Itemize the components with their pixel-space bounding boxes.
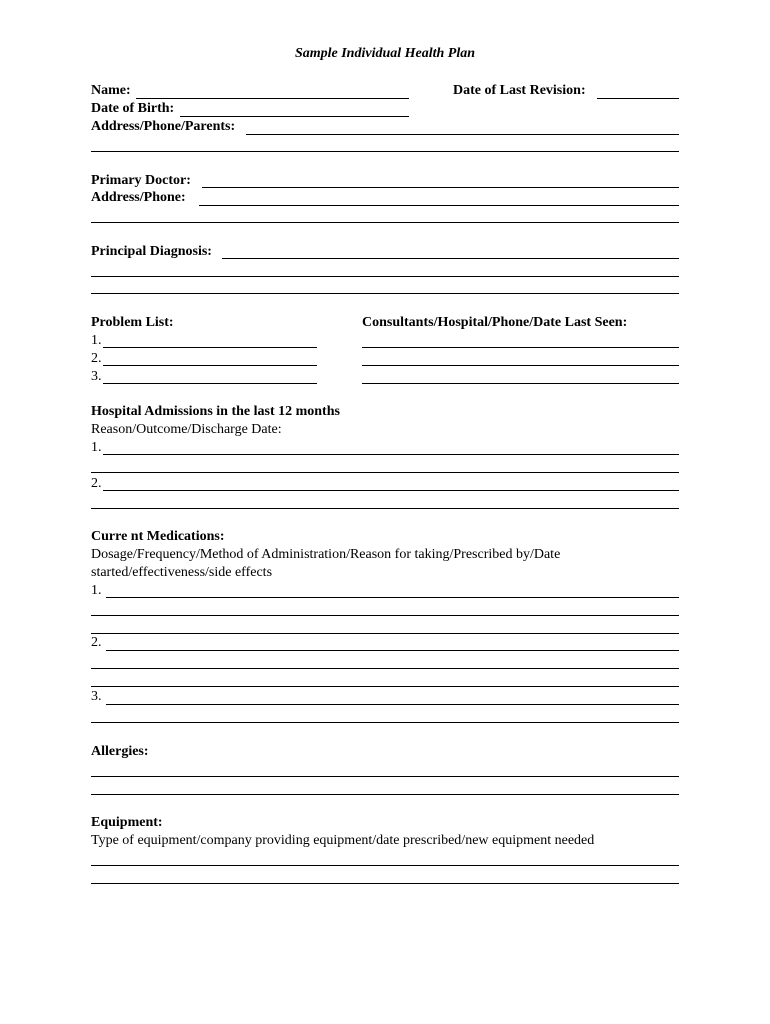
diagnosis-field-line3[interactable] — [91, 293, 679, 294]
diagnosis-field-line2[interactable] — [91, 276, 679, 277]
dob-label: Date of Birth: — [91, 101, 175, 116]
doctor-address-field[interactable] — [199, 205, 679, 206]
consultant-field-3[interactable] — [362, 383, 679, 384]
problem-item-number: 3. — [91, 369, 102, 384]
doctor-address-field-line2[interactable] — [91, 222, 679, 223]
admissions-heading: Hospital Admissions in the last 12 months — [91, 404, 340, 419]
problem-item-number: 2. — [91, 351, 102, 366]
allergies-label: Allergies: — [91, 744, 149, 759]
medications-subheading: Dosage/Frequency/Method of Administration/Reason for taking/Prescribed by/Date — [91, 547, 561, 562]
admission-field-1[interactable] — [103, 454, 679, 455]
primary-doctor-field[interactable] — [202, 187, 679, 188]
consultant-field-1[interactable] — [362, 347, 679, 348]
equipment-subheading: Type of equipment/company providing equipment/date prescribed/new equipment needed — [91, 833, 595, 848]
revision-label: Date of Last Revision: — [453, 83, 586, 98]
medication-field-1-line3[interactable] — [91, 633, 679, 634]
address-parents-field[interactable] — [246, 134, 679, 135]
equipment-heading: Equipment: — [91, 815, 163, 830]
medication-field-3[interactable] — [106, 704, 679, 705]
allergies-field-line2[interactable] — [91, 794, 679, 795]
medication-item-number: 3. — [91, 689, 102, 704]
page-title: Sample Individual Health Plan — [294, 46, 476, 61]
doctor-address-label: Address/Phone: — [91, 190, 186, 205]
consultants-label: Consultants/Hospital/Phone/Date Last Seen: — [362, 315, 628, 330]
admission-field-2[interactable] — [103, 490, 679, 491]
problem-item-number: 1. — [91, 333, 102, 348]
admission-field-2-line2[interactable] — [91, 508, 679, 509]
medication-field-3-line2[interactable] — [91, 722, 679, 723]
medication-field-2-line3[interactable] — [91, 686, 679, 687]
address-parents-label: Address/Phone/Parents: — [91, 119, 236, 134]
primary-doctor-label: Primary Doctor: — [91, 173, 191, 188]
dob-field[interactable] — [180, 116, 409, 117]
problem-field-2[interactable] — [103, 365, 317, 366]
admissions-subheading: Reason/Outcome/Discharge Date: — [91, 422, 282, 437]
diagnosis-label: Principal Diagnosis: — [91, 244, 212, 259]
medication-item-number: 2. — [91, 635, 102, 650]
consultant-field-2[interactable] — [362, 365, 679, 366]
medications-subheading-cont: started/effectiveness/side effects — [91, 565, 273, 580]
medication-field-1-line2[interactable] — [91, 615, 679, 616]
medications-heading: Curre nt Medications: — [91, 529, 225, 544]
allergies-field[interactable] — [91, 776, 679, 777]
medication-field-2-line2[interactable] — [91, 668, 679, 669]
problem-field-1[interactable] — [103, 347, 317, 348]
revision-date-field[interactable] — [597, 98, 679, 99]
admission-field-1-line2[interactable] — [91, 472, 679, 473]
address-parents-field-line2[interactable] — [91, 151, 679, 152]
admission-item-number: 1. — [91, 440, 102, 455]
equipment-field-line2[interactable] — [91, 883, 679, 884]
medication-item-number: 1. — [91, 583, 102, 598]
admission-item-number: 2. — [91, 476, 102, 491]
equipment-field[interactable] — [91, 865, 679, 866]
name-field[interactable] — [136, 98, 409, 99]
medication-field-2[interactable] — [106, 650, 679, 651]
problem-field-3[interactable] — [103, 383, 317, 384]
diagnosis-field[interactable] — [222, 258, 679, 259]
name-label: Name: — [91, 83, 131, 98]
medication-field-1[interactable] — [106, 597, 679, 598]
problem-list-label: Problem List: — [91, 315, 174, 330]
